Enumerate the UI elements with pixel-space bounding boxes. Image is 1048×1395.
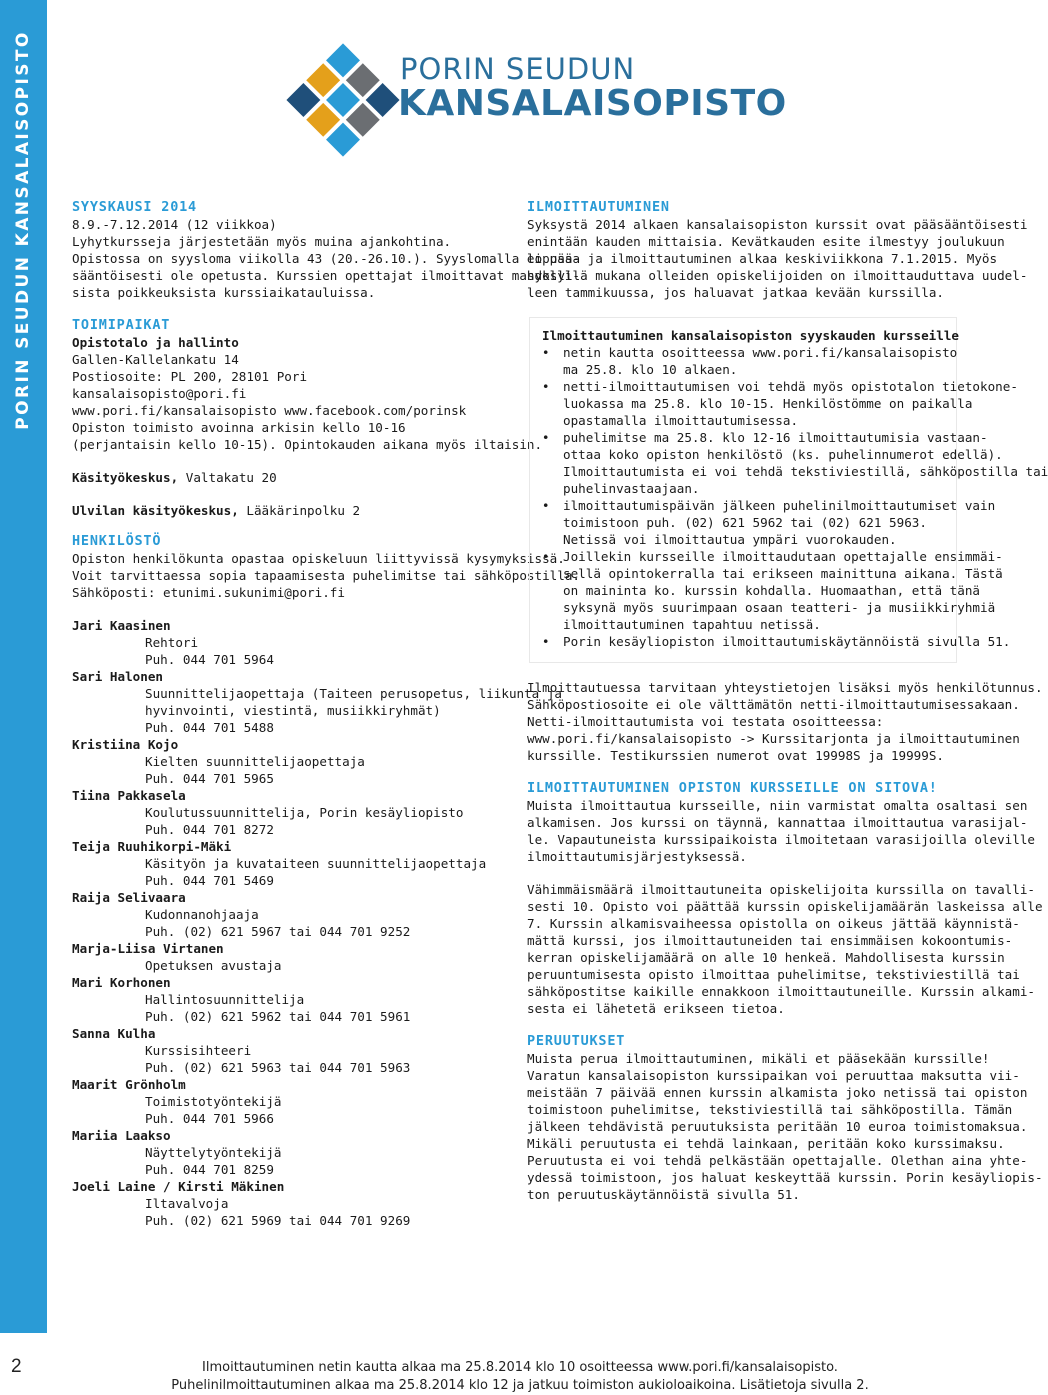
staff-role: Hallintosuunnittelija [145, 992, 305, 1007]
list-item-line: toimistoon puh. (02) 621 5962 tai (02) 621 5963. [563, 515, 927, 530]
list-item-line: luokassa ma 25.8. klo 10-15. Henkilöstömme on paikalla [563, 396, 973, 411]
text-line: sesti 10. Opisto voi päättää kurssin opiskelijamäärän laskeissa alle [527, 899, 1043, 914]
list-item-line: ilmoittautuminen tapahtuu netissä. [563, 617, 821, 632]
staff-role: Kielten suunnittelijaopettaja [145, 754, 365, 769]
staff-name: Tiina Pakkasela [72, 788, 186, 803]
text-line: Mikäli peruutusta ei tehdä lainkaan, peritään koko kurssimaksu. [527, 1136, 1005, 1151]
binding-title: ILMOITTAUTUMINEN OPISTON KURSSEILLE ON SITOVA! [527, 780, 938, 796]
text-line: Ilmoittautuessa tarvitaan yhteystietojen lisäksi myös henkilötunnus. [527, 680, 1043, 695]
text-line: ydessä toimistoon, jos haluat keskeyttää kurssin. Porin kesäyliopis- [527, 1170, 1043, 1185]
text-line: Muista perua ilmoittautuminen, mikäli et pääsekään kurssille! [527, 1051, 990, 1066]
side-band-text: PORIN SEUDUN KANSALAISOPISTO [13, 30, 33, 430]
text-line: www.pori.fi/kansalaisopisto www.facebook.com/porinsk [72, 403, 467, 418]
staff-name: Mariia Laakso [72, 1128, 171, 1143]
workshop-1 [72, 469, 512, 486]
list-item [542, 548, 1003, 633]
list-item [542, 344, 958, 378]
list-item [542, 633, 1011, 650]
text-line: mättä kurssi, jos ilmoittautuneiden tai ensimmäisen kokoontumis- [527, 933, 1013, 948]
page-number: 2 [11, 1356, 22, 1377]
text-line: sääntöisesti ole opetusta. Kurssien opettajat ilmoittavat mahdolli- [72, 268, 580, 283]
staff-role: Rehtori [145, 635, 199, 650]
text-line: (perjantaisin kello 10-15). Opintokauden aikana myös iltaisin. [72, 437, 543, 452]
staff-role: hyvinvointi, viestintä, musiikkiryhmät) [145, 703, 441, 718]
text-line: Sähköposti: etunimi.sukunimi@pori.fi [72, 585, 345, 600]
staff-name: Jari Kaasinen [72, 618, 171, 633]
text-line: ilmoittautumisjärjestyksessä. [527, 849, 747, 864]
staff-phone: Puh. (02) 621 5969 tai 044 701 9269 [145, 1213, 411, 1228]
minimum-text [527, 881, 1043, 1017]
staff-role: Suunnittelijaopettaja (Taiteen perusopetus, liikunta ja [145, 686, 563, 701]
list-item-line: • netti-ilmoittautumisen voi tehdä myös opistotalon tietokone- [563, 379, 1018, 394]
staff-phone: Puh. (02) 621 5963 tai 044 701 5963 [145, 1060, 411, 1075]
season-title: SYYSKAUSI 2014 [72, 199, 197, 215]
list-item-line: syksynä myös suurimpaan osaan teatteri- ja musiikkiryhmiä [563, 600, 996, 615]
staff-name: Kristiina Kojo [72, 737, 179, 752]
text-line: peruuntumisesta opisto ilmoittaa puhelimitse, tekstiviestillä tai [527, 967, 1020, 982]
staff-phone: Puh. (02) 621 5962 tai 044 701 5961 [145, 1009, 411, 1024]
staff-role: Opetuksen avustaja [145, 958, 282, 973]
text-line: Sähköpostiosoite ei ole välttämätön netti-ilmoittautumisessakaan. [527, 697, 1020, 712]
cancellations-text [527, 1050, 1043, 1203]
list-item-line: Ilmoittautumista ei voi tehdä tekstiviestillä, sähköpostilla tai [563, 464, 1048, 479]
staff-name: Mari Korhonen [72, 975, 171, 990]
list-item-line: sellä opintokerralla tai erikseen mainittuna aikana. Tästä [563, 566, 1003, 581]
text-line: kerran opiskelijamäärä on alle 10 henkeä. Mahdollisesta kurssin [527, 950, 1005, 965]
staff-phone: Puh. (02) 621 5967 tai 044 701 9252 [145, 924, 411, 939]
list-item-line: • Joillekin kursseille ilmoittaudutaan opettajalle ensimmäi- [563, 549, 1003, 564]
text-line: Voit tarvittaessa sopia tapaamisesta puhelimitse tai sähköpostilla. [72, 568, 580, 583]
list-item [542, 429, 1048, 497]
registration-box-list [542, 344, 1048, 650]
text-line: lopussa ja ilmoittautuminen alkaa keskiviikkona 7.1.2015. Myös [527, 251, 998, 266]
staff-name: Sari Halonen [72, 669, 163, 684]
text-line: Peruutusta ei voi tehdä pelkästään opettajalle. Olethan aina yhte- [527, 1153, 1028, 1168]
registration-text [527, 216, 1028, 301]
text-line: sista poikkeuksista kurssiaikatauluissa. [72, 285, 376, 300]
text-line: sähköpostitse kaikille ennakkoon ilmoittautuneille. Kurssin alkami- [527, 984, 1035, 999]
registration-box-title: Ilmoittautuminen kansalaisopiston syyskauden kursseille [542, 328, 960, 343]
list-item-line: • ilmoittautumispäivän jälkeen puhelinilmoittautumiset vain [563, 498, 996, 513]
staff-name: Joeli Laine / Kirsti Mäkinen [72, 1179, 285, 1194]
staff-role: Kudonnanohjaaja [145, 907, 259, 922]
kansalaisopisto-logo-icon [283, 40, 403, 160]
staff-role: Kurssisihteeri [145, 1043, 252, 1058]
text-line: Lyhytkursseja järjestetään myös muina ajankohtina. [72, 234, 452, 249]
list-item [542, 497, 996, 548]
text-line: Netti-ilmoittautumista voi testata osoitteessa: [527, 714, 884, 729]
list-item-line: puhelinvastaajaan. [563, 481, 700, 496]
text-line: Opiston toimisto avoinna arkisin kello 10-16 [72, 420, 406, 435]
staff-phone: Puh. 044 701 5964 [145, 652, 274, 667]
text-line: Syksystä 2014 alkaen kansalaisopiston kurssit ovat pääsääntöisesti [527, 217, 1028, 232]
list-item-line: ottaa koko opiston henkilöstö (ks. puhelinnumerot edellä). [563, 447, 1003, 462]
text-line: 8.9.-7.12.2014 (12 viikkoa) [72, 217, 277, 232]
list-item-line: • netin kautta osoitteessa www.pori.fi/kansalaisopisto [563, 345, 958, 360]
season-text [72, 216, 580, 301]
text-line: meistään 7 päivää ennen kurssin alkamista joko netissä tai opiston [527, 1085, 1028, 1100]
text-line: leen tammikuussa, jos haluavat jatkaa kevään kurssilla. [527, 285, 945, 300]
staff-name: Marja-Liisa Virtanen [72, 941, 224, 956]
workshop-2-address: Lääkärinpolku 2 [238, 503, 361, 518]
side-band [0, 0, 47, 1333]
cancellations-title: PERUUTUKSET [527, 1033, 626, 1049]
text-line: Gallen-Kallelankatu 14 [72, 352, 239, 367]
staff-name: Teija Ruuhikorpi-Mäki [72, 839, 232, 854]
staff-phone: Puh. 044 701 8272 [145, 822, 274, 837]
workshop-1-address: Valtakatu 20 [178, 470, 277, 485]
text-line: Postiosoite: PL 200, 28101 Pori [72, 369, 308, 384]
footer-line-2: Puhelinilmoittautuminen alkaa ma 25.8.2014 klo 12 ja jatkuu toimiston aukioloaikoina. Lisätietoja sivulla 2. [171, 1378, 869, 1393]
places-title: TOIMIPAIKAT [72, 317, 171, 333]
staff-role: Iltavalvoja [145, 1196, 229, 1211]
staff-title: HENKILÖSTÖ [72, 533, 162, 549]
list-item [542, 378, 1018, 429]
list-item-line: • puhelimitse ma 25.8. klo 12-16 ilmoittautumisia vastaan- [563, 430, 988, 445]
text-line: 7. Kurssin alkamisvaiheessa opistolla on oikeus jättää käynnistä- [527, 916, 1020, 931]
brand-line-2: KANSALAISOPISTO [398, 83, 787, 124]
places-text [72, 351, 543, 453]
right-column [527, 199, 1048, 1203]
staff-list [72, 617, 563, 1229]
staff-phone: Puh. 044 701 5966 [145, 1111, 274, 1126]
list-item-line: opastamalla ilmoittautumisessa. [563, 413, 799, 428]
staff-phone: Puh. 044 701 5488 [145, 720, 274, 735]
text-line: sesta ei lähetetä erikseen tietoa. [527, 1001, 785, 1016]
footer-line-1: Ilmoittautuminen netin kautta alkaa ma 25.8.2014 klo 10 osoitteessa www.pori.fi/kansalaisopisto. [202, 1360, 838, 1375]
list-item-line: • Porin kesäyliopiston ilmoittautumiskäytännöistä sivulla 51. [563, 634, 1011, 649]
text-line: Opistossa on syysloma viikolla 43 (20.-26.10.). Syyslomalla ei pää- [72, 251, 580, 266]
text-line: enintään kauden mittaisia. Kevätkauden esite ilmestyy joulukuun [527, 234, 1005, 249]
workshop-2-name: Ulvilan käsityökeskus, [72, 503, 239, 518]
staff-role: Koulutussuunnittelija, Porin kesäyliopisto [145, 805, 464, 820]
binding-text [527, 797, 1035, 865]
text-line: le. Vapautuneista kurssipaikoista ilmoitetaan varasijoilla oleville [527, 832, 1035, 847]
places-heading: Opistotalo ja hallinto [72, 335, 239, 350]
text-line: jälkeen tehdävistä peruutuksista peritään 10 euroa toimistomaksua. [527, 1119, 1028, 1134]
list-item-line: Netissä voi ilmoittautua ympäri vuorokauden. [563, 532, 897, 547]
staff-phone: Puh. 044 701 5469 [145, 873, 274, 888]
staff-intro [72, 550, 580, 601]
staff-name: Maarit Grönholm [72, 1077, 186, 1092]
workshop-2 [72, 502, 512, 519]
text-line: Muista ilmoittautua kursseille, niin varmistat omalta osaltasi sen [527, 798, 1028, 813]
staff-role: Toimistotyöntekijä [145, 1094, 282, 1109]
list-item-line: on maininta ko. kurssin kohdalla. Huomaathan, että tänä [563, 583, 981, 598]
staff-phone: Puh. 044 701 8259 [145, 1162, 274, 1177]
workshop-1-name: Käsityökeskus, [72, 470, 179, 485]
registration-title: ILMOITTAUTUMINEN [527, 199, 670, 215]
staff-role: Näyttelytyöntekijä [145, 1145, 282, 1160]
text-line: kurssille. Testikurssien numerot ovat 19998S ja 19999S. [527, 748, 945, 763]
text-line: toimistoon puhelimitse, tekstiviestillä tai sähköpostilla. Tämän [527, 1102, 1013, 1117]
staff-phone: Puh. 044 701 5965 [145, 771, 274, 786]
text-line: alkamisen. Jos kurssi on täynnä, kannattaa ilmoittautua varasijal- [527, 815, 1028, 830]
contact-info-text [527, 679, 1043, 764]
text-line: syksyllä mukana olleiden opiskelijoiden on ilmoittauduttava uudel- [527, 268, 1028, 283]
registration-box [529, 317, 1048, 663]
staff-name: Raija Selivaara [72, 890, 186, 905]
staff-role: Käsityön ja kuvataiteen suunnittelijaopettaja [145, 856, 487, 871]
text-line: Varatun kansalaisopiston kurssipaikan voi peruuttaa maksutta vii- [527, 1068, 1020, 1083]
text-line: www.pori.fi/kansalaisopisto -> Kurssitarjonta ja ilmoittautuminen [527, 731, 1020, 746]
text-line: Vähimmäismäärä ilmoittautuneita opiskelijoita kurssilla on tavalli- [527, 882, 1035, 897]
text-line: kansalaisopisto@pori.fi [72, 386, 247, 401]
text-line: ton peruutuskäytännöistä sivulla 51. [527, 1187, 800, 1202]
staff-name: Sanna Kulha [72, 1026, 156, 1041]
list-item-line: ma 25.8. klo 10 alkaen. [563, 362, 738, 377]
brand-line-1: PORIN SEUDUN [400, 52, 636, 86]
text-line: Opiston henkilökunta opastaa opiskeluun liittyvissä kysymyksissä. [72, 551, 565, 566]
